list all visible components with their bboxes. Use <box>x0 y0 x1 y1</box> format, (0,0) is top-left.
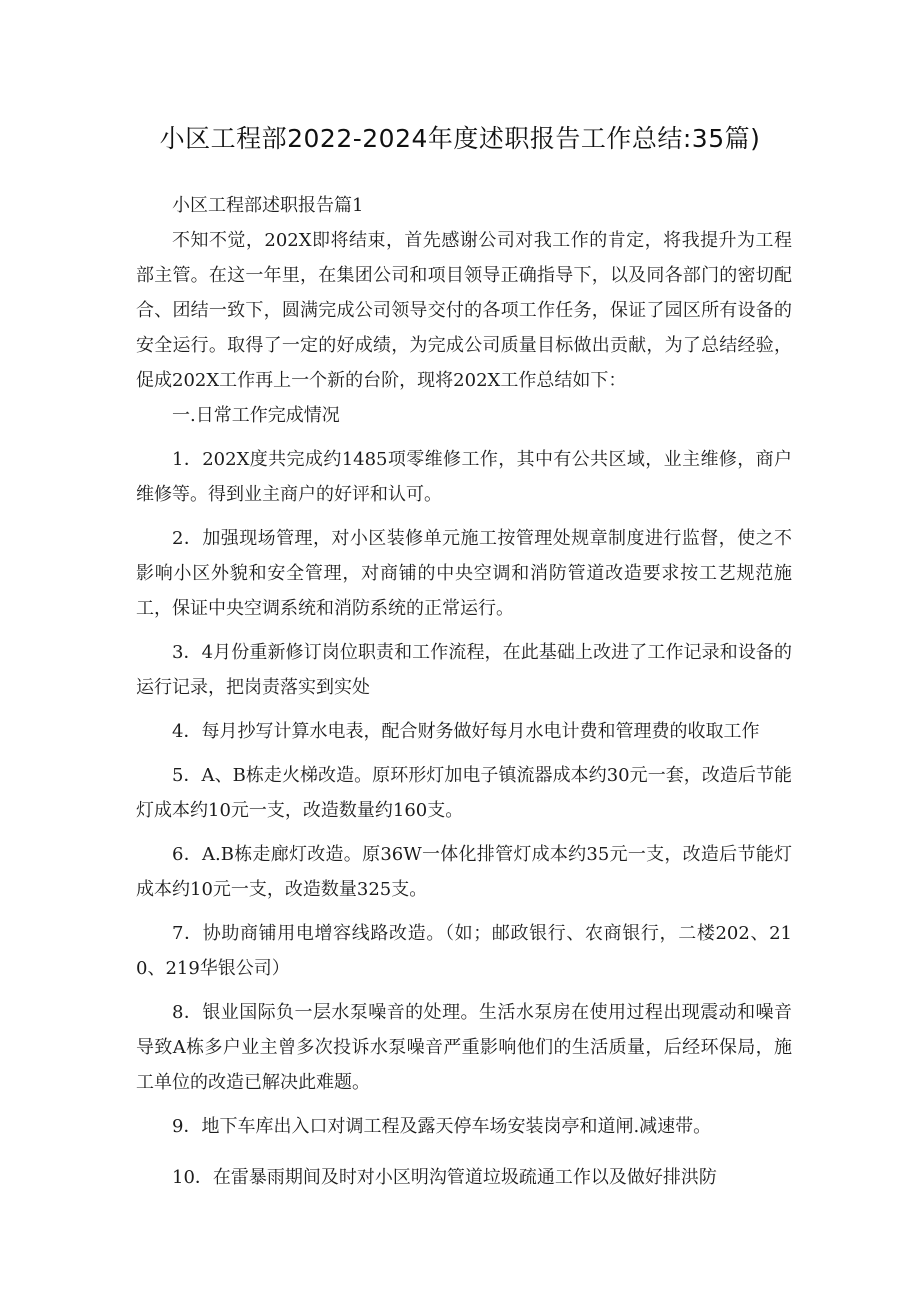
list-item: 7．协助商铺用电增容线路改造。（如；邮政银行、农商银行，二楼202、210、219华银公司） <box>136 923 792 979</box>
section-heading: 一.日常工作完成情况 <box>172 405 340 426</box>
list-item: 8．银业国际负一层水泵噪音的处理。生活水泵房在使用过程出现震动和噪音导致A栋多户业主曾多次投诉水泵噪音严重影响他们的生活质量，后经环保局，施工单位的改造已解决此难题。 <box>136 1002 792 1093</box>
list-item: 10．在雷暴雨期间及时对小区明沟管道垃圾疏通工作以及做好排洪防 <box>172 1167 717 1188</box>
intro-paragraph: 不知不觉，202X即将结束，首先感谢公司对我工作的肯定，将我提升为工程部主管。在这一年里，在集团公司和项目领导正确指导下，以及同各部门的密切配合、团结一致下，圆满完成公司领导交付的各项工作任务，保证了园区所有设备的安全运行。取得了一定的好成绩，为完成公司质量目标做出贡献，为了总结经验，促成202X工作再上一个新的台阶，现将202X工作总结如下： <box>136 230 792 391</box>
list-item: 9．地下车库出入口对调工程及露天停车场安装岗亭和道闸.减速带。 <box>172 1116 712 1137</box>
list-item: 4．每月抄写计算水电表，配合财务做好每月水电计费和管理费的收取工作 <box>172 721 760 742</box>
list-item: 5．A、B栋走火梯改造。原环形灯加电子镇流器成本约30元一套，改造后节能灯成本约10元一支，改造数量约160支。 <box>136 765 792 821</box>
document-title: 小区工程部2022-2024年度述职报告工作总结:35篇) <box>159 124 761 153</box>
list-item: 3．4月份重新修订岗位职责和工作流程，在此基础上改进了工作记录和设备的运行记录，把岗责落实到实处 <box>136 642 792 698</box>
list-item: 6．A.B栋走廊灯改造。原36W一体化排管灯成本约35元一支，改造后节能灯成本约10元一支，改造数量325支。 <box>136 844 792 900</box>
list-item: 1．202X度共完成约1485项零维修工作，其中有公共区域，业主维修，商户维修等。得到业主商户的好评和认可。 <box>136 449 792 505</box>
list-item: 2．加强现场管理，对小区装修单元施工按管理处规章制度进行监督，使之不影响小区外貌和安全管理，对商铺的中央空调和消防管道改造要求按工艺规范施工，保证中央空调系统和消防系统的正常运行。 <box>136 528 792 619</box>
section-subtitle: 小区工程部述职报告篇1 <box>172 195 364 216</box>
document-body <box>136 188 792 1195</box>
